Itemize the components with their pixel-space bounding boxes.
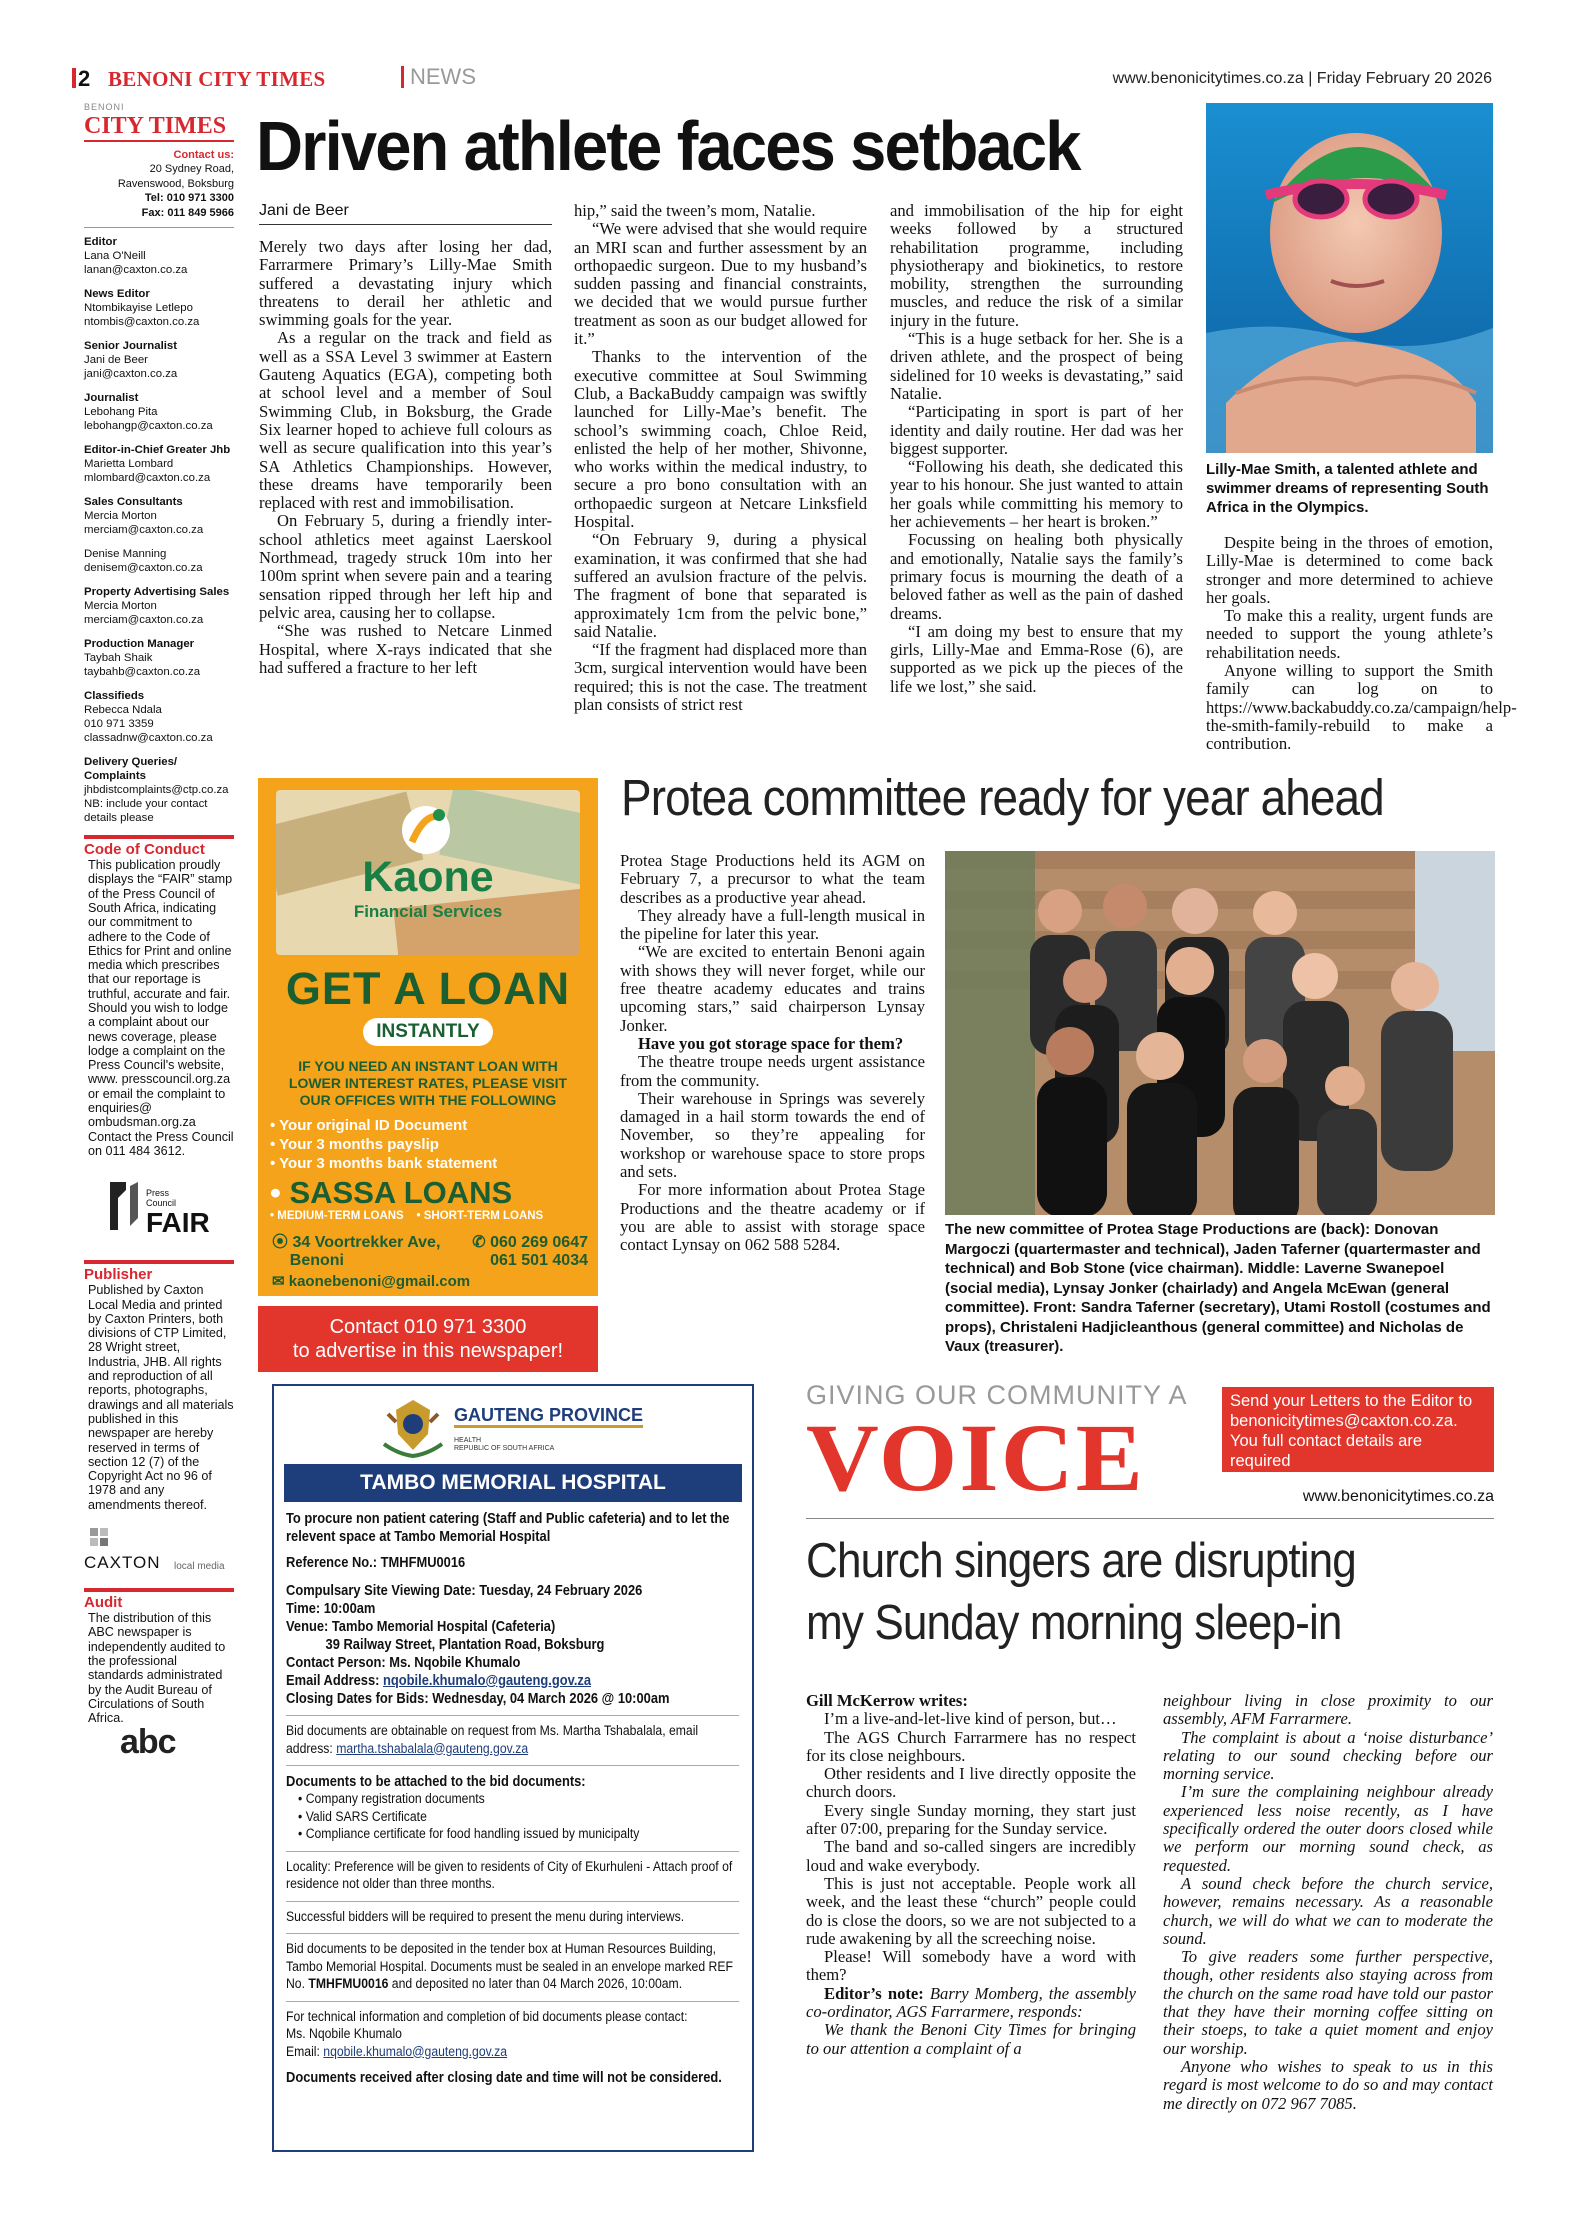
publisher-block (84, 1260, 234, 1512)
doc-item: • Compliance certificate for food handling issued by municipalty (298, 1826, 640, 1842)
email-link[interactable]: nqobile.khumalo@gauteng.gov.za (383, 1672, 592, 1689)
paragraph: “We are excited to entertain Benoni again with shows they will never forget, while our free theatre academy educates and trains upcoming stars,” said chairperson Lynsay Jonker. (620, 942, 925, 1035)
article2-headline: Protea committee ready for year ahead (621, 769, 1384, 826)
paragraph: As a regular on the track and field as well as a SSA Level 3 swimmer at Eastern Gauteng Aquatics (EGA), competing both at school level and a member of Soul Swimming Club, in Boksburg, the Grade Six learner hoped to achieve full colours as well as secure qualification into this year’s SA Athletics Championships. However, these dreams have temporarily been replaced with rest and immobilisation. (259, 328, 552, 513)
paragraph: neighbour living in close proximity to our assembly, AFM Farrarmere. (1163, 1691, 1493, 1729)
tech-email-link[interactable]: nqobile.khumalo@gauteng.gov.za (323, 2043, 508, 2060)
site-time: Time: 10:00am (286, 1600, 376, 1617)
staff-email: classadnw@caxton.co.za (84, 732, 213, 745)
staff-name: Marietta Lombard (84, 458, 174, 471)
address-line: Ravenswood, Boksburg (117, 177, 234, 190)
email-label: Email: (286, 2043, 324, 2060)
paragraph: The complaint is about a ‘noise disturbance’ relating to our sound checking before our morning service. (1163, 1727, 1493, 1784)
staff-name: Lebohang Pita (84, 406, 158, 419)
gov-rsa: REPUBLIC OF SOUTH AFRICA (454, 1445, 555, 1452)
get-a-loan: GET A LOAN (285, 963, 571, 1014)
location-icon: ⦿ (272, 1234, 289, 1251)
late-warning: Documents received after closing date and time will not be considered. (286, 2069, 722, 2086)
paragraph: “She was rushed to Netcare Linmed Hospital, where X-rays indicated that she had suffered a fracture to her left (259, 621, 552, 677)
fair-label: FAIR (146, 1207, 210, 1239)
letters-line: You full contact details are required (1230, 1432, 1423, 1470)
voice-banner (806, 1380, 1206, 1520)
advertise-line: to advertise in this newspaper! (292, 1340, 564, 1362)
letters-line: Send your Letters to the Editor to (1230, 1392, 1473, 1410)
deposit-text: Bid documents to be deposited in the tender box at Human Resources Building, Tambo Memorial Hospital. Documents must be sealed in an envelope marked REF No. (286, 1941, 733, 1992)
tech-email-line (286, 2044, 739, 2062)
paragraph: To make this a reality, urgent funds are needed to support the young athlete’s rehabilitation needs. (1206, 606, 1493, 662)
staff-entry (84, 287, 234, 329)
short-term: SHORT-TERM LOANS (423, 1210, 544, 1222)
abc-logo: abc (120, 1723, 176, 1762)
paragraph: The theatre troupe needs urgent assistance from the community. (620, 1052, 925, 1090)
staff-email: lanan@caxton.co.za (84, 264, 188, 277)
mail-icon: ✉ (272, 1273, 285, 1290)
address-line: 20 Sydney Road, (149, 163, 234, 176)
locality: Locality: Preference will be given to residents of City of Ekurhuleni - Attach proof of residence not older than three months. (286, 1858, 733, 1892)
coc-text: This publication proudly displays the “FAIR” stamp of the Press Council of South Africa, indicating our commitment to adhere to the Code of Ethics for Print and online media which prescribes that our reportage is truthful, accurate and fair. Should you wish to lodge a complaint about our news coverage, please lodge a complaint on the Press Council's website, www. presscouncil.org.za or email the complaint to enquiries@ ombudsman.org.za Contact the Press Council on 011 484 3612. (88, 858, 234, 1158)
paragraph: Their warehouse in Springs was severely damaged in a hail storm towards the end of November, so they’re appealing for workshop or warehouse space to store props and sets. (620, 1088, 925, 1182)
divider (286, 1715, 739, 1716)
phone-icon: ✆ (472, 1234, 486, 1251)
doc-item: • Valid SARS Certificate (298, 1808, 427, 1825)
staff-email: taybahb@caxton.co.za (84, 666, 201, 679)
staff-name: Taybah Shaik (84, 652, 153, 665)
masthead-logo: CITY TIMES (84, 114, 234, 142)
voice-word: VOICE (806, 1404, 1145, 1511)
staff-role: Delivery Queries/ Complaints (84, 756, 178, 783)
paragraph: On February 5, during a friendly inter-school athletics meet against Laerskool Northmead, tragedy struck 10m into her 100m sprint when severe pain and a tearing sensation ripped through her left hip and pelvic area, causing her to collapse. (259, 511, 552, 622)
paragraph: We thank the Benoni City Times for bringing to our attention a complaint of a (806, 2020, 1136, 2058)
subhead: Have you got storage space for them? (638, 1033, 904, 1053)
gauteng-crest-header (286, 1392, 740, 1464)
divider (286, 1933, 739, 1934)
kaone-brand: Kaone (362, 853, 494, 901)
page-header (78, 66, 1492, 90)
paragraph: Merely two days after losing her dad, Farrarmere Primary’s Lilly-Mae Smith suffered a devastating injury which threatens to derail her athletic and swimming goals for the year. (259, 237, 552, 330)
letter-writer: Gill McKerrow writes: (806, 1691, 968, 1710)
requirement-item: • Your 3 months bank statement (270, 1155, 498, 1172)
article3-column-2 (1163, 1692, 1493, 2113)
staff-entry (84, 495, 234, 537)
staff-entry (84, 547, 234, 575)
paragraph: I’m sure the complaining neighbour already experienced less noise recently, as I have specifically ordered the outer doors closed while we perform our morning sound check, as requested. (1163, 1782, 1493, 1875)
staff-name: Mercia Morton (84, 510, 157, 523)
tender-notice (272, 1384, 754, 2152)
deposit-text: and deposited no later than 04 March 2026, 10:00am. (388, 1976, 683, 1992)
swimmer-photo (1206, 103, 1493, 453)
docs-list (286, 1791, 739, 1844)
staff-email: lebohangp@caxton.co.za (84, 420, 213, 433)
page-number: 2 (78, 66, 91, 91)
headline-line: Church singers are disrupting (806, 1534, 1356, 1588)
paragraph: They already have a full-length musical in the pipeline for later this year. (620, 905, 925, 944)
paragraph: The band and so-called singers are incredibly loud and wake everybody. (806, 1837, 1136, 1875)
press-council-icon (102, 1178, 142, 1234)
staff-entry (84, 391, 234, 433)
paragraph: Despite being in the throes of emotion, Lilly-Mae is determined to come back stronger and more determined to achieve her goals. (1206, 533, 1493, 607)
site-address: 39 Railway Street, Plantation Road, Boksburg (325, 1636, 605, 1653)
sassa-loans: • SASSA LOANS (270, 1175, 513, 1210)
header-brand: BENONI CITY TIMES (108, 67, 326, 91)
staff-entry (84, 585, 234, 627)
article3-column-1 (806, 1692, 1136, 2058)
deposit-note (286, 1941, 739, 1994)
contact-title: Contact us: (173, 149, 234, 161)
code-of-conduct (84, 835, 234, 1158)
voice-url[interactable]: www.benonicitytimes.co.za (1302, 1488, 1494, 1505)
article1-column-2 (574, 202, 867, 714)
giving-line: GIVING OUR COMMUNITY A (806, 1380, 1188, 1410)
obtain-text: Bid documents are obtainable on request from Ms. Martha Tshabalala, email address: (286, 1723, 699, 1757)
press-council-label: Press Council (146, 1188, 177, 1209)
divider (84, 227, 234, 228)
masthead-sidebar (84, 100, 234, 2120)
staff-email: NB: include your contact details please (84, 798, 208, 825)
logo-small: BENONI (84, 102, 125, 112)
staff-name: Denise Manning (84, 548, 167, 561)
phone: 060 269 0647 (490, 1234, 588, 1251)
paragraph: Every single Sunday morning, they start just after 07:00, preparing for the Sunday service. (806, 1800, 1136, 1839)
doc-item: • Company registration documents (298, 1791, 485, 1807)
paragraph: Thanks to the intervention of the executive committee at Soul Swimming Club, a BackaBuddy campaign was swiftly launched for Lilly-Mae’s benefit. The school’s swimming coach, Chloe Reid, enlisted the help of her mother, Shivonne, who works within the medical industry, to secure a pro bono consultation with an orthopaedic surgeon at Netcare Linksfield Hospital. (574, 347, 867, 532)
fax: Fax: 011 849 5966 (141, 206, 234, 219)
site-visit: Compulsary Site Viewing Date: Tuesday, 24 February 2026 (286, 1582, 643, 1599)
paragraph: The AGS Church Farrarmere has no respect for its close neighbours. (806, 1727, 1136, 1765)
coat-of-arms-icon (378, 1394, 448, 1462)
address-line: 34 Voortrekker Ave, (292, 1234, 441, 1251)
staff-list (84, 235, 234, 825)
committee-caption: The new committee of Protea Stage Productions are (back): Donovan Margoczi (quartermaster and technical), Jaden Taferner (quartermaster and technical) and Bob Stone (vice chairman). Middle: Laverne Swanepoel (social media), Lynsay Jonker (chairlady) and Angela McEwan (general committee). Front: Sandra Taferner (secretary), Utami Rostoll (costumes and props), Christaleni Hadjicleanthous (general committee) and Nicholas de Vaux (treasurer). (945, 1221, 1491, 1355)
tech-name: Ms. Nqobile Khumalo (286, 2026, 402, 2042)
staff-role: Senior Journalist (84, 340, 178, 353)
staff-role: News Editor (84, 288, 150, 301)
staff-email: ntombis@caxton.co.za (84, 316, 200, 329)
phone: 061 501 4034 (490, 1252, 588, 1269)
article1-byline: Jani de Beer (259, 202, 552, 225)
article1-column-4 (1206, 533, 1517, 754)
email: kaonebenoni@gmail.com (288, 1273, 471, 1290)
requirement-item: • Your original ID Document (270, 1117, 468, 1134)
paragraph: hip,” said the tween’s mom, Natalie. (574, 201, 816, 220)
staff-email: jani@caxton.co.za (84, 368, 178, 381)
tender-intro: To procure non patient catering (Staff and Public cafeteria) and to let the relevent space at Tambo Memorial Hospital (286, 1510, 730, 1545)
docs-title: Documents to be attached to the bid documents: (286, 1773, 586, 1790)
kaone-logo-area (276, 790, 580, 955)
committee-photo (945, 851, 1495, 1215)
divider (286, 1851, 739, 1852)
email-label: Email Address: (286, 1672, 384, 1689)
staff-name: Rebecca Ndala (84, 704, 162, 717)
paragraph: “Participating in sport is part of her identity and daily routine. Her dad was her biggest supporter. (890, 402, 1183, 458)
paragraph: This is just not acceptable. People work all week, and the least these “church” people could do is close the doors, so we are not subjected to a rude awakening by all the screeching noise. (806, 1873, 1136, 1948)
menu-note: Successful bidders will be required to present the menu during interviews. (286, 1908, 685, 1925)
staff-entry (84, 339, 234, 381)
contact-person: Contact Person: Ms. Nqobile Khumalo (286, 1654, 521, 1671)
staff-role: Sales Consultants (84, 496, 183, 509)
kaone-email (272, 1272, 470, 1290)
paragraph: A sound check before the church service, however, remains necessary. As a reasonable church, we will do what we can to moderate the sound. (1163, 1873, 1493, 1948)
email-line (286, 1672, 739, 1690)
caxton-word: CAXTON (84, 1553, 161, 1573)
kaone-advert (258, 778, 598, 1296)
gov-title: GAUTENG PROVINCE (454, 1406, 643, 1428)
staff-entry (84, 443, 234, 485)
audit-title: Audit (84, 1594, 123, 1612)
paragraph: “Following his death, she dedicated this year to his honour. She just wanted to attain her goals while committing his memory to her achievements – her heart is broken.” (890, 457, 1183, 532)
caxton-logo (84, 1524, 234, 1584)
publisher-title: Publisher (84, 1266, 153, 1284)
paragraph: and immobilisation of the hip for eight weeks followed by a structured rehabilitation programme, including physiotherapy and biokinetics, to restore mobility, strengthen the surrounding muscles, and reduce the risk of a similar injury in the future. (890, 201, 1183, 330)
header-accent-bar (72, 68, 76, 88)
article2-column (620, 852, 925, 1255)
paragraph: Other residents and I live directly opposite the church doors. (806, 1764, 1136, 1802)
obtain-email-link[interactable]: martha.tshabalala@gauteng.gov.za (336, 1740, 529, 1757)
audit-block (84, 1588, 234, 1725)
staff-name: Jani de Beer (84, 354, 148, 367)
tel: Tel: 010 971 3300 (144, 192, 234, 205)
staff-role: Production Manager (84, 638, 195, 651)
staff-email: mlombard@caxton.co.za (84, 472, 211, 485)
paragraph: Anyone willing to support the Smith family can log on to https://www.backabuddy.co.za/campaign/help-the-smith-family-rebuild to make a contribution. (1206, 661, 1517, 754)
instantly-pill: INSTANTLY (363, 1018, 493, 1046)
contact-block (84, 148, 234, 220)
tech-info: For technical information and completion of bid documents please contact: (286, 2008, 688, 2025)
staff-entry (84, 755, 234, 825)
gov-health: HEALTH (454, 1437, 482, 1444)
staff-role: Editor-in-Chief Greater Jhb (84, 444, 231, 457)
headline-line: my Sunday morning sleep-in (806, 1596, 1342, 1650)
staff-email: denisem@caxton.co.za (84, 562, 203, 575)
staff-name: jhbdistcomplaints@ctp.co.za (84, 784, 229, 797)
paragraph: “We were advised that she would require an MRI scan and further assessment by an orthopaedic surgeon. Due to my husband’s sudden passing and financial constraints, we decided that we would pursue further treatment as soon as our budget allowed for it.” (574, 219, 867, 349)
staff-email: merciam@caxton.co.za (84, 524, 204, 537)
header-url-date: www.benonicitytimes.co.za | Friday February 20 2026 (1112, 70, 1492, 87)
divider (286, 2001, 739, 2002)
paragraph: “On February 9, during a physical examination, it was confirmed that she had suffered an avulsion fracture of the pelvis. The fragment of bone that separated is approximately 1cm from the pelvic bone,” said Natalie. (574, 530, 867, 641)
kaone-phones (448, 1234, 588, 1270)
staff-name: Lana O'Neill (84, 250, 146, 263)
divider (286, 1901, 739, 1902)
staff-name: Ntombikayise Letlepo (84, 302, 193, 315)
note-label: Editor’s note: (824, 1983, 924, 2003)
medium-term: MEDIUM-TERM LOANS (277, 1210, 404, 1222)
staff-role: Classifieds (84, 690, 145, 703)
header-section: NEWS (401, 66, 476, 88)
divider (806, 1518, 1494, 1519)
staff-entry (84, 689, 234, 745)
publisher-text: Published by Caxton Local Media and printed by Caxton Printers, both divisions of CTP Limited, 28 Wright street, Industria, JHB. All rights and reproduction of all reports, photographs, drawings and all materials published in this newspaper are hereby reserved in terms of section 12 (7) of the Copyright Act no 96 of 1978 and any amendments thereof. (88, 1283, 234, 1512)
kaone-lead: IF YOU NEED AN INSTANT LOAN WITH LOWER INTEREST RATES, PLEASE VISIT OUR OFFICES WITH THE FOLLOWING (288, 1058, 568, 1108)
paragraph: Please! Will somebody have a word with them? (806, 1947, 1136, 1985)
staff-email: merciam@caxton.co.za (84, 614, 204, 627)
paragraph: For more information about Protea Stage Productions and the theatre academy or if you are able to assist with storage space contact Lynsay on 062 588 5284. (620, 1180, 925, 1255)
requirement-item: • Your 3 months payslip (270, 1136, 439, 1153)
coc-title: Code of Conduct (84, 841, 205, 859)
press-council-fair-logo (84, 1172, 234, 1250)
kaone-sub: Financial Services (353, 902, 503, 921)
staff-email: 010 971 3359 (84, 718, 154, 731)
article3-headline (806, 1530, 1436, 1654)
article1-column-1 (259, 238, 552, 677)
paragraph: Protea Stage Productions held its AGM on February 7, a precursor to what the team describes as a productive year ahead. (620, 851, 925, 907)
article1-column-3 (890, 202, 1183, 696)
caxton-sub: local media (174, 1561, 225, 1573)
staff-entry (84, 637, 234, 679)
paragraph: “This is a huge setback for her. She is a driven athlete, and the prospect of being sidelined for 10 weeks is devastating,” said Natalie. (890, 329, 1183, 403)
tender-ref: Reference No.: TMHFMU0016 (286, 1554, 466, 1571)
letters-email[interactable]: benonicitytimes@caxton.co.za. (1230, 1412, 1458, 1430)
article1-headline: Driven athlete faces setback (256, 107, 1080, 185)
paragraph: Anyone who wishes to speak to us in this regard is most welcome to do so and may contact me directly on 072 967 7085. (1163, 2056, 1493, 2113)
editors-note (806, 1985, 1136, 2022)
staff-name: Mercia Morton (84, 600, 157, 613)
staff-entry (84, 235, 234, 277)
paragraph: I’m a live-and-let-live kind of person, but… (824, 1709, 1117, 1729)
closing-date: Closing Dates for Bids: Wednesday, 04 March 2026 @ 10:00am (286, 1690, 670, 1707)
sassa-label: SASSA LOANS (289, 1175, 513, 1210)
advertise-banner (258, 1306, 598, 1372)
advertise-line: Contact 010 971 3300 (329, 1316, 527, 1338)
paragraph: “I am doing my best to ensure that my girls, Lilly-Mae and Emma-Rose (6), are supported as we pick up the pieces of the life we lost,” she said. (890, 621, 1183, 696)
hospital-band: TAMBO MEMORIAL HOSPITAL (284, 1464, 742, 1502)
swimmer-caption: Lilly-Mae Smith, a talented athlete and swimmer dreams of representing South Africa in the Olympics. (1206, 461, 1489, 516)
loan-types: • MEDIUM-TERM LOANS • SHORT-TERM LOANS (270, 1210, 544, 1222)
paragraph: Focussing on healing both physically and emotionally, Natalie says the family’s primary focus is mourning the death of a beloved father as well as the pain of dashed dreams. (890, 530, 1183, 623)
note-text: Barry Momberg, the assembly co-ordinator, AGS Farrarmere, responds: (806, 1983, 1136, 2022)
staff-role: Editor (84, 236, 117, 249)
address-line: Benoni (289, 1252, 344, 1269)
staff-role: Journalist (84, 392, 139, 405)
paragraph: “If the fragment had displaced more than 3cm, surgical intervention would have been required; this is not the case. The treatment plan consists of strict rest (574, 640, 867, 715)
deposit-ref: TMHFMU0016 (308, 1976, 389, 1992)
audit-text: The distribution of this ABC newspaper is independently audited to the professional standards administrated by the Audit Bureau of Circulations of South Africa. (88, 1611, 226, 1726)
divider (286, 1765, 739, 1766)
paragraph: To give readers some further perspective, though, other residents also staying across from the church on the same road have told our pastor that they have their morning coffee sitting on their stoeps, to take a quiet moment and enjoy our worship. (1163, 1947, 1493, 2058)
kaone-requirements (270, 1116, 580, 1173)
kaone-address (272, 1234, 440, 1270)
letters-box (1222, 1387, 1494, 1490)
site-venue: Venue: Tambo Memorial Hospital (Cafeteria) (286, 1618, 556, 1635)
obtain-docs (286, 1723, 739, 1758)
staff-role: Property Advertising Sales (84, 586, 230, 599)
letters-line: even if using a pseudonym. (1230, 1472, 1431, 1490)
caxton-icon (86, 1524, 116, 1554)
tender-body (286, 1510, 739, 2087)
